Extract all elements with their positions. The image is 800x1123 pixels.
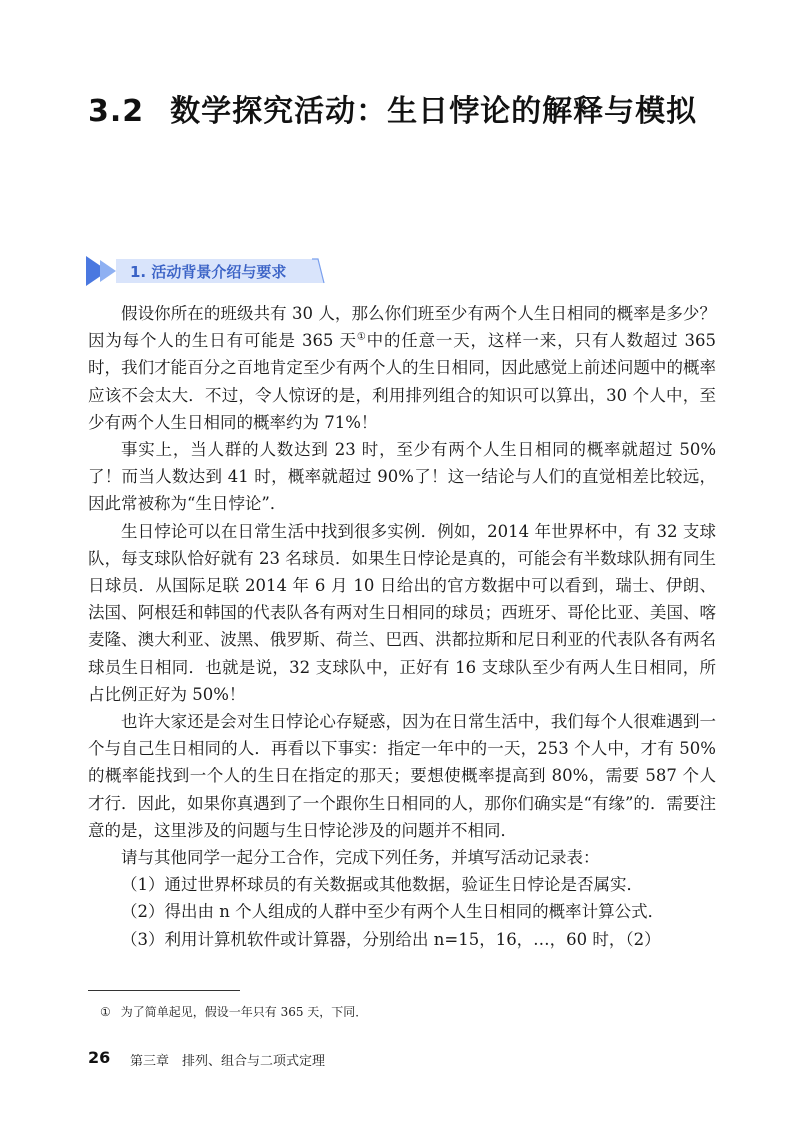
banner-label: 1. 活动背景介绍与要求 [130, 263, 287, 281]
task-item-2: （2）得出由 n 个人组成的人群中至少有两个人生日相同的概率计算公式． [121, 902, 665, 922]
footnote-ref: ① [356, 331, 367, 343]
paragraph-3: 生日悖论可以在日常生活中找到很多实例．例如，2014 年世界杯中，有 32 支球队，每支球队恰好就有 23 名球员．如果生日悖论是真的，可能会有半数球队拥有同生日球员．从国际足联 2014 年 6 月 10 日给出的官方数据中可以看到，瑞士、伊朗、法国、阿根廷和韩国的代表队各有两对生日相同的球员；西班牙、哥伦比亚、美国、喀麦隆、澳大利亚、波黑、俄罗斯、荷兰、巴西、洪都拉斯和尼日利亚的代表队各有两名球员生日相同．也就是说，32 支球队中，正好有 16 支球队至少有两人生日相同，所占比例正好为 50%！ [88, 521, 716, 704]
paragraph-2: 事实上，当人群的人数达到 23 时，至少有两个人生日相同的概率就超过 50%了！而当人数达到 41 时，概率就超过 90%了！这一结论与人们的直觉相差比较远，因此常被称为“生日悖论”． [88, 440, 716, 514]
footnote [100, 1003, 367, 1020]
footnote-divider [88, 990, 240, 991]
task-item-3: （3）利用计算机软件或计算器，分别给出 n=15，16，…，60 时，（2） [121, 929, 661, 949]
page-number: 26 [88, 1048, 111, 1067]
paragraph-1: 假设你所在的班级共有 30 人，那么你们班至少有两个人生日相同的概率是多少？因为每个人的生日有可能是 365 天①中的任意一天，这样一来，只有人数超过 365 时，我们才能百分之百地肯定至少有两个人的生日相同，因此感觉上前述问题中的概率应该不会太大．不过，令人惊讶的是，利用排列组合的知识可以算出，30 个人中，至少有两个人生日相同的概率约为 71%！ [88, 304, 716, 432]
section-title [88, 86, 697, 130]
section-title-text: 数学探究活动：生日悖论的解释与模拟 [170, 94, 698, 129]
footnote-mark: ① [100, 1005, 111, 1019]
footnote-text: 为了简单起见，假设一年只有 365 天，下同． [120, 1005, 368, 1019]
task-item-1: （1）通过世界杯球员的有关数据或其他数据，验证生日悖论是否属实． [121, 875, 643, 895]
body-text [88, 300, 716, 953]
chapter-title: 第三章 排列、组合与二项式定理 [130, 1054, 326, 1069]
paragraph-4: 也许大家还是会对生日悖论心存疑惑，因为在日常生活中，我们每个人很难遇到一个与自己生日相同的人．再看以下事实：指定一年中的一天，253 个人中，才有 50%的概率能找到一个人的生日在指定的那天；要想使概率提高到 80%，需要 587 个人才行．因此，如果你真遇到了一个跟你生日相同的人，那你们确实是“有缘”的．需要注意的是，这里涉及的问题与生日悖论涉及的问题并不相同． [88, 712, 716, 840]
section-banner [86, 256, 326, 286]
section-number: 3.2 [88, 94, 145, 129]
paragraph-5: 请与其他同学一起分工合作，完成下列任务，并填写活动记录表： [121, 848, 600, 868]
